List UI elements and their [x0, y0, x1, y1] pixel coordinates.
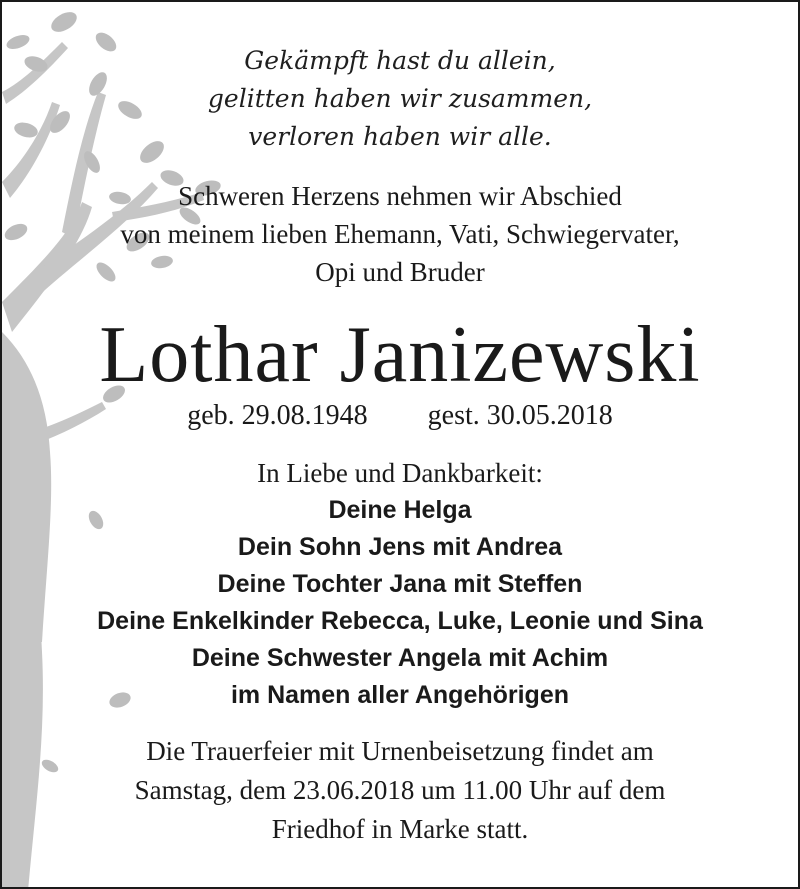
- death-date: gest. 30.05.2018: [427, 400, 613, 431]
- service-line: Die Trauerfeier mit Urnenbeisetzung findet am: [146, 736, 654, 766]
- service-line: Friedhof in Marke statt.: [271, 814, 529, 844]
- verse-line: gelitten haben wir zusammen,: [207, 84, 593, 113]
- service-line: Samstag, dem 23.06.2018 um 11.00 Uhr auf dem: [134, 775, 666, 805]
- intro-line: Opi und Bruder: [315, 257, 485, 287]
- farewell-intro: [2, 177, 798, 291]
- mourner-line: Deine Helga: [328, 496, 472, 524]
- obituary-content: [2, 2, 798, 849]
- mourner-line: im Namen aller Angehörigen: [230, 681, 570, 709]
- life-dates: [2, 397, 798, 435]
- mourner-line: Dein Sohn Jens mit Andrea: [237, 533, 563, 561]
- mourner-line: Deine Tochter Jana mit Steffen: [217, 570, 583, 598]
- birth-date: geb. 29.08.1948: [187, 400, 368, 431]
- mourners-list: [2, 492, 798, 714]
- verse-line: verloren haben wir alle.: [248, 122, 552, 151]
- mourner-line: Deine Schwester Angela mit Achim: [191, 644, 609, 672]
- memorial-verse: [2, 2, 798, 156]
- dedication-line: In Liebe und Dankbarkeit:: [257, 458, 543, 488]
- intro-line: Schweren Herzens nehmen wir Abschied: [178, 181, 622, 211]
- intro-line: von meinem lieben Ehemann, Vati, Schwiegervater,: [120, 219, 680, 249]
- verse-line: Gekämpft hast du allein,: [244, 46, 556, 75]
- deceased-name: Lothar Janizewski: [99, 311, 701, 399]
- mourner-line: Deine Enkelkinder Rebecca, Luke, Leonie und Sina: [97, 607, 703, 635]
- funeral-service-info: [2, 732, 798, 849]
